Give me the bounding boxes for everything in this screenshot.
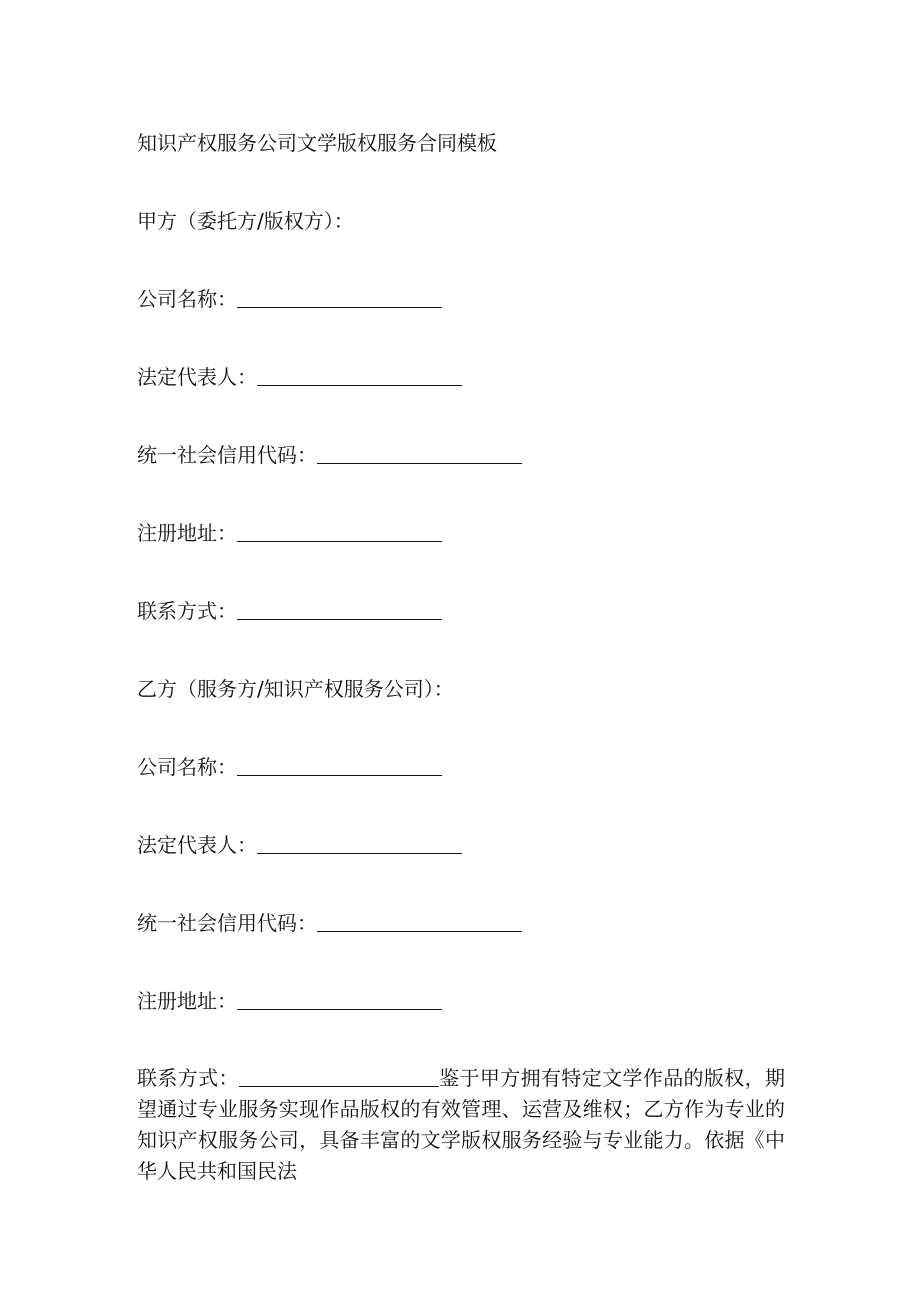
party-a-heading (137, 206, 354, 236)
party-b-address-blank[interactable] (237, 989, 442, 1010)
party-a-credit-code (137, 440, 522, 470)
party-b-legal-rep (137, 830, 462, 860)
party-a-legal-rep (137, 362, 462, 392)
party-b-heading-text: 乙方（服务方/知识产权服务公司）： (137, 677, 454, 701)
party-b-company-name-blank[interactable] (237, 755, 442, 776)
document-title (137, 128, 497, 158)
document-title-text: 知识产权服务公司文学版权服务合同模板 (137, 131, 497, 155)
party-b-contact-blank[interactable] (239, 1066, 439, 1087)
party-a-contact (137, 596, 442, 626)
party-a-address-blank[interactable] (237, 521, 442, 542)
party-a-credit-code-label: 统一社会信用代码： (137, 443, 317, 467)
party-a-contact-label: 联系方式： (137, 599, 237, 623)
party-a-credit-code-blank[interactable] (317, 443, 522, 464)
party-a-company-name-label: 公司名称： (137, 287, 237, 311)
party-b-heading (137, 674, 454, 704)
party-a-heading-text: 甲方（委托方/版权方）： (137, 209, 354, 233)
party-b-legal-rep-label: 法定代表人： (137, 833, 257, 857)
party-a-company-name-blank[interactable] (237, 287, 442, 308)
party-b-address-label: 注册地址： (137, 989, 237, 1013)
party-a-address (137, 518, 442, 548)
party-b-credit-code-blank[interactable] (317, 911, 522, 932)
party-b-contact-label: 联系方式： (137, 1066, 239, 1090)
party-b-legal-rep-blank[interactable] (257, 833, 462, 854)
party-a-company-name (137, 284, 442, 314)
party-b-company-name-label: 公司名称： (137, 755, 237, 779)
party-a-contact-blank[interactable] (237, 599, 442, 620)
preamble-text: 鉴于甲方拥有特定文学作品的版权，期望通过专业服务实现作品版权的有效管理、运营及维权；乙方作为专业的知识产权服务公司，具备丰富的文学版权服务经验与专业能力。依据《中华人民共和国民法 (137, 1066, 786, 1183)
party-a-legal-rep-label: 法定代表人： (137, 365, 257, 389)
preamble-paragraph (137, 1063, 785, 1187)
party-a-address-label: 注册地址： (137, 521, 237, 545)
party-b-credit-code (137, 908, 522, 938)
party-a-legal-rep-blank[interactable] (257, 365, 462, 386)
party-b-credit-code-label: 统一社会信用代码： (137, 911, 317, 935)
party-b-address (137, 986, 442, 1016)
party-b-company-name (137, 752, 442, 782)
